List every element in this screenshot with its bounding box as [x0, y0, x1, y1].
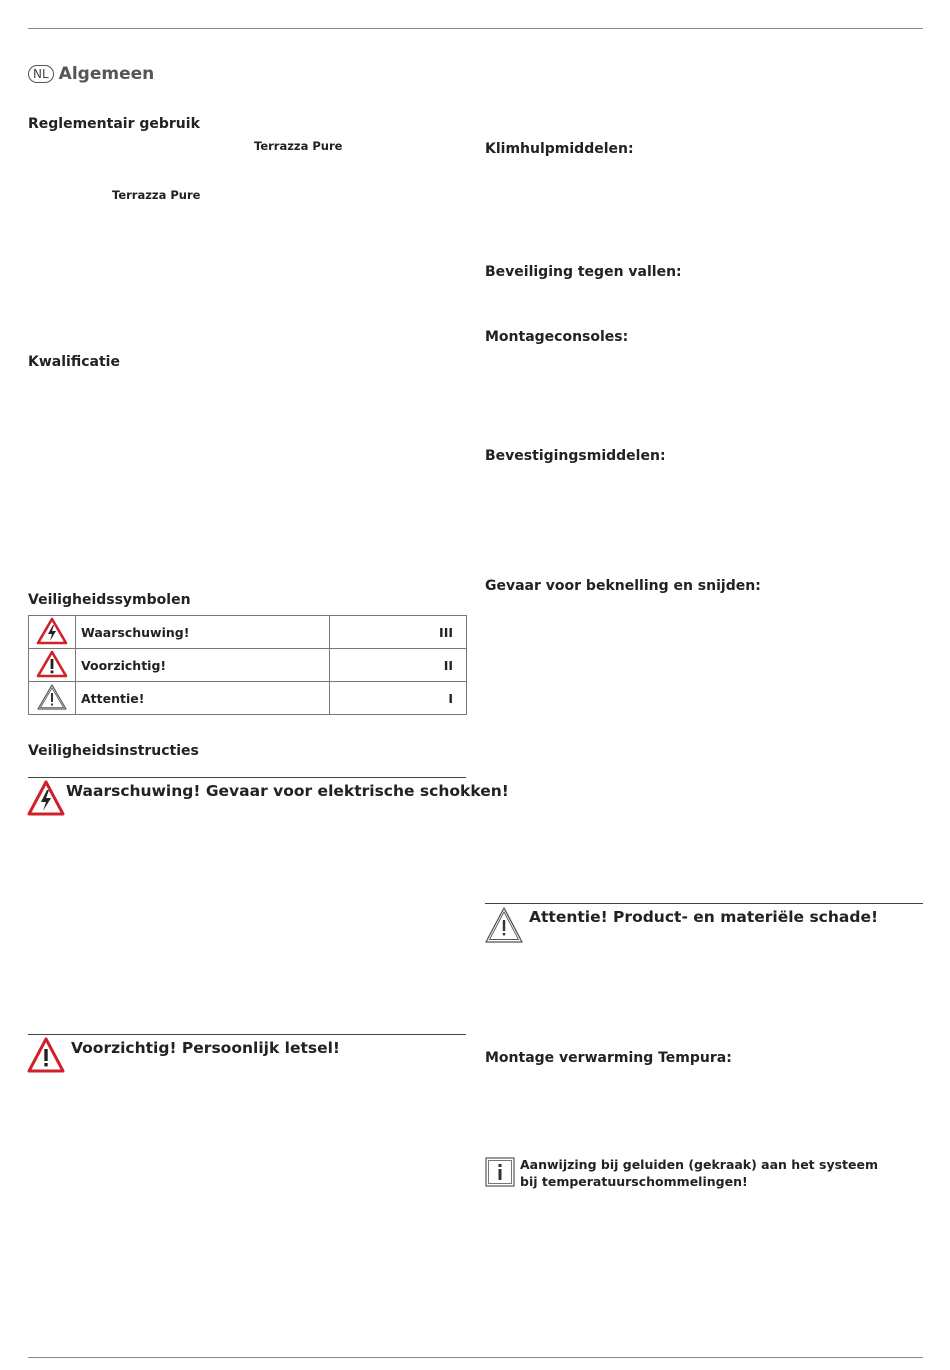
attention-icon [484, 906, 524, 944]
bottom-rule [28, 1357, 923, 1358]
table-row [29, 682, 467, 715]
symbol-label-voorzichtig: Voorzichtig! [76, 649, 330, 682]
heading-bevestigingsmiddelen: Bevestigingsmiddelen: [485, 448, 666, 464]
language-badge: NL [28, 65, 54, 83]
heading-beknelling: Gevaar voor beknelling en snijden: [485, 578, 761, 594]
info-note-line-1: Aanwijzing bij geluiden (gekraak) aan het systeem [520, 1157, 878, 1172]
danger-icon [27, 1037, 65, 1073]
electric-hazard-icon [27, 780, 65, 816]
danger-icon [36, 650, 68, 678]
heading-beveiliging: Beveiliging tegen vallen: [485, 264, 682, 280]
warning-divider [485, 903, 923, 904]
heading-veiligheidssymbolen: Veiligheidssymbolen [28, 592, 191, 608]
electric-hazard-icon [36, 617, 68, 645]
heading-reglementair-gebruik: Reglementair gebruik [28, 116, 200, 132]
heading-kwalificatie: Kwalificatie [28, 354, 120, 370]
section-header [28, 64, 154, 84]
symbol-level-1: I [330, 682, 467, 715]
info-note-line-2: bij temperatuurschommelingen! [520, 1174, 748, 1189]
heading-montageconsoles: Montageconsoles: [485, 329, 629, 345]
info-icon [485, 1157, 515, 1187]
top-rule [28, 28, 923, 29]
product-ref-1: Terrazza Pure [254, 139, 343, 153]
symbol-level-2: II [330, 649, 467, 682]
table-row [29, 616, 467, 649]
attention-damage-title: Attentie! Product- en materiële schade! [529, 908, 879, 926]
symbol-label-waarschuwing: Waarschuwing! [76, 616, 330, 649]
table-row [29, 649, 467, 682]
warning-injury-title: Voorzichtig! Persoonlijk letsel! [71, 1039, 341, 1057]
symbol-label-attentie: Attentie! [76, 682, 330, 715]
symbol-level-3: III [330, 616, 467, 649]
info-note [520, 1156, 878, 1190]
safety-symbols-table [28, 615, 467, 715]
attention-icon [36, 683, 68, 711]
heading-veiligheidsinstructies: Veiligheidsinstructies [28, 743, 199, 759]
product-ref-2: Terrazza Pure [112, 188, 201, 202]
warning-divider [28, 777, 466, 778]
section-title: Algemeen [58, 64, 155, 84]
warning-electric-title: Waarschuwing! Gevaar voor elektrische schokken! [66, 782, 509, 800]
heading-montage-tempura: Montage verwarming Tempura: [485, 1050, 732, 1066]
heading-klimhulpmiddelen: Klimhulpmiddelen: [485, 141, 634, 157]
warning-divider [28, 1034, 466, 1035]
